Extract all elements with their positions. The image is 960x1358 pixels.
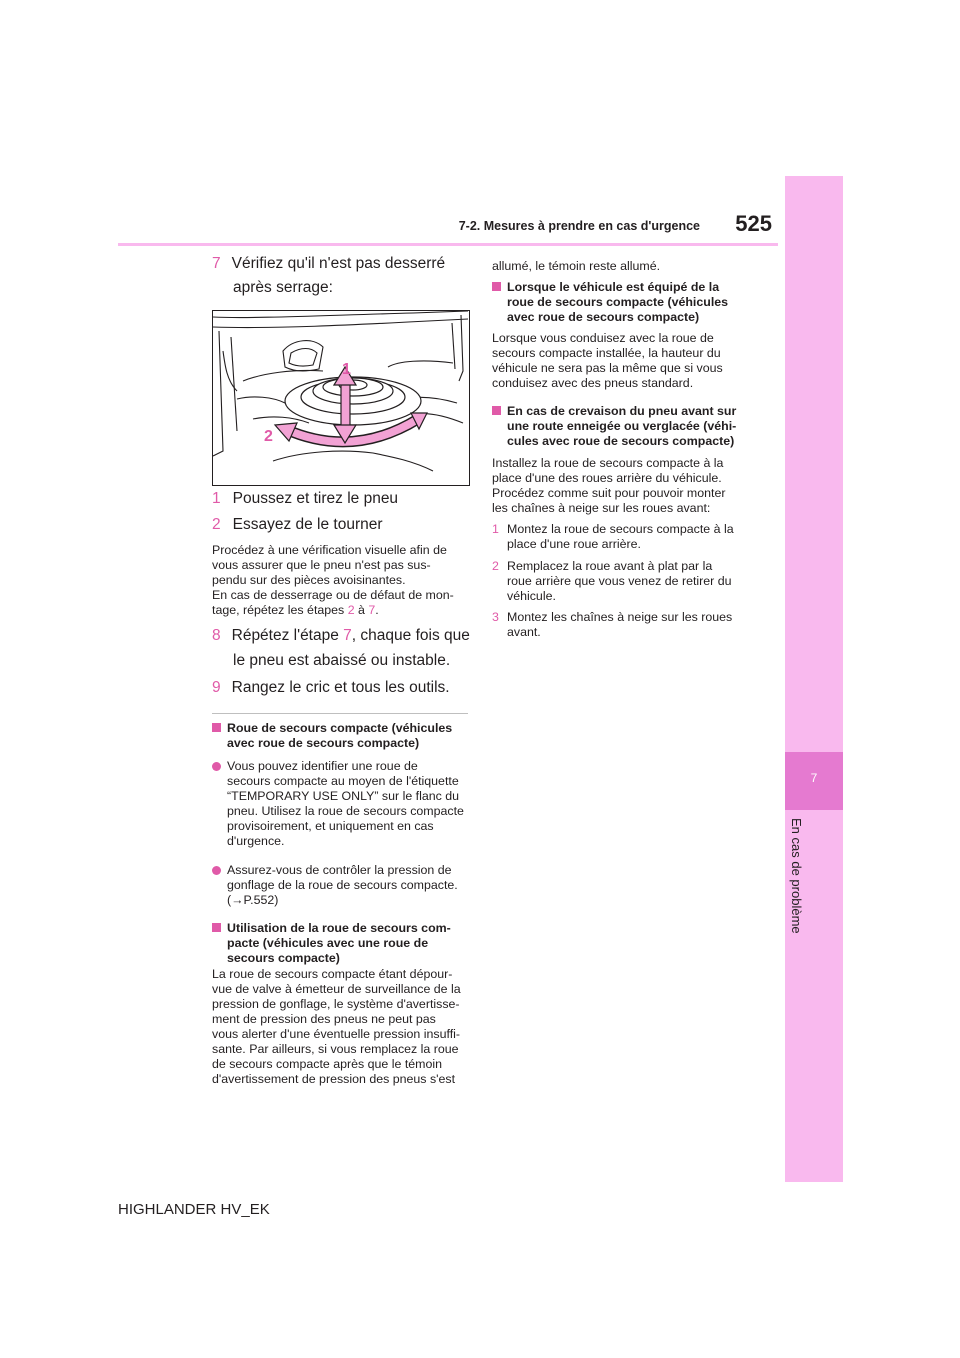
text-line: pneu. Utilisez la roue de secours compacte	[227, 804, 464, 818]
text-line: gonflage de la roue de secours compacte.	[227, 878, 458, 892]
text-line: place d'une roue arrière.	[507, 537, 641, 551]
note-title-line: secours compacte)	[227, 951, 340, 965]
text-line: Lorsque vous conduisez avec la roue de	[492, 331, 714, 345]
step-8	[212, 625, 474, 672]
text-line: vue de valve à émetteur de surveillance de la	[212, 982, 461, 996]
round-bullet-icon	[212, 762, 221, 771]
text-line: “TEMPORARY USE ONLY” sur le flanc du	[227, 789, 460, 803]
text-line: Remplacez la roue avant à plat par la	[507, 559, 713, 573]
text-line: les chaînes à neige sur les roues avant:	[492, 501, 711, 515]
chapter-title: En cas de problème	[789, 818, 804, 934]
round-bullet-icon	[212, 866, 221, 875]
chapter-sidebar	[785, 176, 843, 1182]
text-line: Procédez comme suit pour pouvoir monter	[492, 486, 726, 500]
text-line: place d'une des roues arrière du véhicule.	[492, 471, 722, 485]
text-line: La roue de secours compacte étant dépour-	[212, 967, 453, 981]
figure-label-1: 1	[342, 361, 351, 378]
text-line: Vous pouvez identifier une roue de	[227, 759, 418, 773]
text-line: ment de pression des pneus ne peut pas	[212, 1012, 436, 1026]
text-line: d'urgence.	[227, 834, 285, 848]
substep-number: 1	[212, 490, 221, 507]
note-title-line: Lorsque le véhicule est équipé de la	[507, 280, 720, 294]
note-height-body	[492, 331, 754, 391]
text-line: roue arrière que vous venez de retirer du	[507, 574, 732, 588]
note-height-title	[492, 280, 754, 325]
snow-step-3	[492, 610, 754, 640]
step-text: après serrage:	[233, 279, 333, 296]
substep-2	[212, 514, 383, 536]
step-number: 9	[212, 679, 221, 696]
text-line: pression de gonflage, le système d'avertisse-	[212, 997, 460, 1011]
square-bullet-icon	[492, 282, 501, 291]
figure-label-2: 2	[264, 428, 273, 445]
note-title-line: Utilisation de la roue de secours com-	[227, 921, 451, 935]
text-line: d'avertissement de pression des pneus s'est	[212, 1072, 456, 1086]
step-text: Vérifiez qu'il n'est pas desserré	[231, 255, 446, 272]
header-rule	[118, 243, 778, 246]
step-reference: 2	[347, 603, 355, 617]
text-line: Assurez-vous de contrôler la pression de	[227, 863, 452, 877]
tire-illustration	[212, 310, 470, 486]
text-line: de secours compacte après que le témoin	[212, 1057, 443, 1071]
text-span: à	[354, 603, 369, 617]
note-title-line: une route enneigée ou verglacée (véhi-	[507, 419, 737, 433]
text-line: En cas de desserrage ou de défaut de mon-	[212, 588, 454, 602]
text-line: secours compacte au moyen de l'étiquette	[227, 774, 459, 788]
text-line: vous assurer que le pneu n'est pas sus-	[212, 558, 431, 572]
note-title-line: Roue de secours compacte (véhicules	[227, 721, 453, 735]
text-line: avant.	[507, 625, 541, 639]
step-number: 7	[212, 255, 221, 272]
step-reference: 7	[343, 627, 352, 644]
note-usage-title	[212, 921, 474, 966]
text-line	[212, 603, 474, 618]
step-9	[212, 677, 450, 699]
text-line: pendu sur des pièces avoisinantes.	[212, 573, 406, 587]
step-text: , chaque fois que	[351, 627, 470, 644]
step-text: Répétez l'étape	[231, 627, 344, 644]
step-text: le pneu est abaissé ou instable.	[233, 652, 451, 669]
text-line: conduisez avec des pneus standard.	[492, 376, 694, 390]
square-bullet-icon	[212, 923, 221, 932]
section-title: 7-2. Mesures à prendre en cas d'urgence	[458, 219, 700, 233]
text-line: Procédez à une vérification visuelle afin de	[212, 543, 447, 557]
step-reference: 7	[368, 603, 376, 617]
text-span: .	[375, 603, 379, 617]
tire-drawing	[213, 311, 469, 485]
text-line: Montez les chaînes à neige sur les roues	[507, 610, 733, 624]
text-line: vous alerter d'une éventuelle pression insuffi-	[212, 1027, 461, 1041]
note-title-line: avec roue de secours compacte)	[227, 736, 420, 750]
note-snow-title	[492, 404, 754, 449]
note-title-line: roue de secours compacte (véhicules	[507, 295, 729, 309]
chapter-number: 7	[810, 771, 818, 785]
notes-divider	[212, 713, 468, 714]
step-number: 3	[492, 610, 499, 624]
note-title-line: avec roue de secours compacte)	[507, 310, 700, 324]
text-line: Installez la roue de secours compacte à la	[492, 456, 724, 470]
text-span: tage, répétez les étapes	[212, 603, 348, 617]
snow-step-1	[492, 522, 754, 552]
note-snow-body	[492, 456, 754, 516]
text-line: sante. Par ailleurs, si vous remplacez la roue	[212, 1042, 459, 1056]
continued-text: allumé, le témoin reste allumé.	[492, 259, 661, 273]
text-line: véhicule ne sera pas la même que si vous	[492, 361, 723, 375]
substep-text: Essayez de le tourner	[232, 516, 383, 533]
text-line: Montez la roue de secours compacte à la	[507, 522, 734, 536]
page-reference[interactable]: (→P.552)	[227, 893, 279, 907]
footer-model: HIGHLANDER HV_EK	[118, 1201, 270, 1218]
bullet-label	[212, 759, 474, 849]
text-line: secours compacte installée, la hauteur du	[492, 346, 721, 360]
text-line: véhicule.	[507, 589, 556, 603]
note-spare-tire-title	[212, 721, 474, 751]
step-number: 2	[492, 559, 499, 573]
page-number: 525	[735, 211, 772, 236]
note-title-line: En cas de crevaison du pneu avant sur	[507, 404, 737, 418]
note-usage-body	[212, 967, 474, 1087]
bullet-pressure	[212, 863, 474, 908]
check-paragraph	[212, 543, 474, 618]
note-title-line: cules avec roue de secours compacte)	[507, 434, 735, 448]
step-7	[212, 253, 472, 299]
step-text: Rangez le cric et tous les outils.	[231, 679, 450, 696]
step-number: 1	[492, 522, 499, 536]
substep-1	[212, 488, 398, 510]
text-line: provisoirement, et uniquement en cas	[227, 819, 434, 833]
substep-number: 2	[212, 516, 221, 533]
step-number: 8	[212, 627, 221, 644]
square-bullet-icon	[212, 723, 221, 732]
square-bullet-icon	[492, 406, 501, 415]
snow-step-2	[492, 559, 754, 604]
substep-text: Poussez et tirez le pneu	[232, 490, 399, 507]
note-title-line: pacte (véhicules avec une roue de	[227, 936, 429, 950]
